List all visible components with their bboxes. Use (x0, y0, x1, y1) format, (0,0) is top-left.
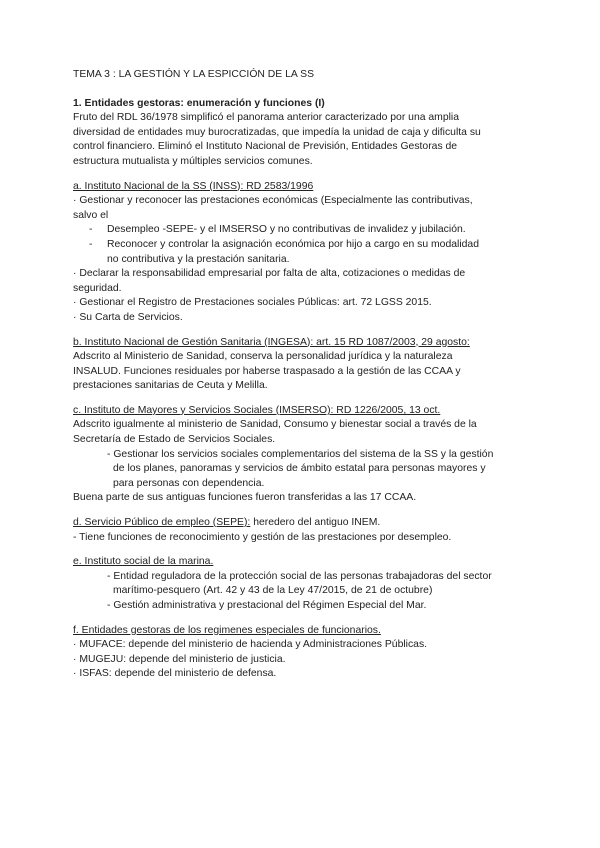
paragraph-line: seguridad. (73, 282, 122, 294)
section-c (73, 404, 523, 506)
section-d-heading-line (73, 516, 523, 531)
section-1 (73, 97, 523, 170)
list-item: - Entidad reguladora de la protección social de las personas trabajadoras del sector (107, 570, 492, 582)
list-item-continuation: para personas con dependencia. (113, 477, 265, 489)
paragraph-line: Buena parte de sus antiguas funciones fueron transferidas a las 17 CCAA. (73, 492, 417, 504)
list-item-continuation: marítimo-pesquero (Art. 42 y 43 de la Ley 47/2015, de 21 de octubre) (113, 585, 433, 597)
section-c-heading: c. Instituto de Mayores y Servicios Sociales (IMSERSO): RD 1226/2005, 13 oct. (73, 404, 441, 416)
paragraph-line: diversidad de entidades muy burocratizadas, que impedía la unidad de caja y dificulta su (73, 126, 481, 138)
section-f-heading: f. Entidades gestoras de los regimenes especiales de funcionarios. (73, 624, 381, 636)
page-title: TEMA 3 : LA GESTIÓN Y LA ESPICCIÓN DE LA SS (73, 69, 315, 80)
section-d-heading-rest: heredero del antiguo INEM. (250, 517, 381, 529)
list-item: · MUFACE: depende del ministerio de hacienda y Administraciones Públicas. (73, 639, 428, 651)
list-item-text: no contributiva y la prestación sanitaria. (107, 253, 290, 265)
paragraph-line: Adscrito igualmente al ministerio de Sanidad, Consumo y bienestar social a través de la (73, 419, 477, 431)
paragraph-line: estructura mutualista y múltiples servicios comunes. (73, 155, 313, 167)
list-item-continuation: de los planes, panoramas y servicios de ámbito estatal para personas mayores y (113, 463, 486, 475)
section-d-heading: d. Servicio Público de empleo (SEPE): (73, 517, 251, 529)
section-a-heading: a. Instituto Nacional de la SS (INSS): RD 2583/1996 (73, 180, 314, 192)
list-item (73, 238, 523, 253)
paragraph-line: · Gestionar y reconocer las prestaciones económicas (Especialmente las contributivas, (73, 195, 473, 207)
paragraph-line: INSALUD. Funciones residuales por haberse traspasado a la gestión de las CCAA y (73, 365, 461, 377)
paragraph-line: Adscrito al Ministerio de Sanidad, conserva la personalidad jurídica y la naturaleza (73, 351, 453, 363)
paragraph-line: · Gestionar el Registro de Prestaciones sociales Públicas: art. 72 LGSS 2015. (73, 297, 432, 309)
list-item: - Gestionar los servicios sociales complementarios del sistema de la SS y la gestión (107, 448, 494, 460)
paragraph-line: prestaciones sanitarias de Ceuta y Melilla. (73, 380, 268, 392)
section-d (73, 516, 523, 545)
list-item-continuation (73, 253, 523, 268)
list-item: · ISFAS: depende del ministerio de defensa. (73, 668, 277, 680)
paragraph-line: Secretaría de Estado de Servicios Sociales. (73, 434, 276, 446)
section-b-heading: b. Instituto Nacional de Gestión Sanitaria (INGESA): art. 15 RD 1087/2003, 29 agosto: (73, 336, 470, 348)
section-e-heading: e. Instituto social de la marina. (73, 556, 214, 568)
section-e (73, 555, 523, 613)
paragraph-line: Fruto del RDL 36/1978 simplificó el panorama anterior caracterizado por una amplia (73, 112, 460, 124)
paragraph-line: control financiero. Eliminó el Instituto Nacional de Previsión, Entidades Gestoras de (73, 141, 458, 153)
section-1-heading: 1. Entidades gestoras: enumeración y funciones (I) (73, 97, 325, 109)
paragraph-line: salvo el (73, 209, 109, 221)
section-b (73, 336, 523, 394)
list-item (73, 223, 523, 238)
list-item: · MUGEJU: depende del ministerio de justicia. (73, 653, 286, 665)
list-item-text: Desempleo -SEPE- y el IMSERSO y no contributivas de invalidez y jubilación. (107, 224, 466, 236)
paragraph-line: - Tiene funciones de reconocimiento y gestión de las prestaciones por desempleo. (73, 531, 452, 543)
section-a (73, 180, 523, 326)
dash-bullet: - (89, 224, 93, 236)
list-item-text: Reconocer y controlar la asignación económica por hijo a cargo en su modalidad (107, 238, 479, 250)
list-item: - Gestión administrativa y prestacional del Régimen Especial del Mar. (107, 600, 427, 611)
section-f (73, 624, 523, 682)
paragraph-line: · Declarar la responsabilidad empresarial por falta de alta, cotizaciones o medidas de (73, 268, 466, 280)
dash-bullet: - (89, 238, 93, 250)
paragraph-line: · Su Carta de Servicios. (73, 311, 183, 323)
document-page (73, 68, 523, 682)
